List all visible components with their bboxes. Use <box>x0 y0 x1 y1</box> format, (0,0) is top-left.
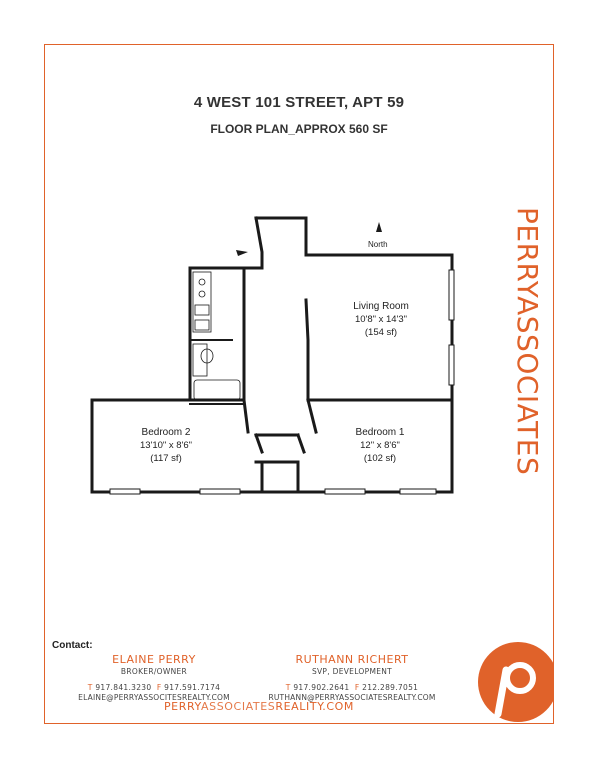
sink-icon <box>195 305 209 315</box>
window <box>449 270 454 320</box>
room-name: Bedroom 2 <box>141 427 191 438</box>
north-label: North <box>368 240 388 249</box>
window <box>325 489 365 494</box>
contact-phones <box>44 683 264 692</box>
phone-label: T <box>87 683 93 692</box>
kitchen-counter <box>193 272 211 332</box>
website-part: PERRY <box>163 700 201 713</box>
fax-number: 212.289.7051 <box>362 683 419 692</box>
room-living <box>320 300 442 339</box>
entry-arrow-icon <box>236 250 248 256</box>
burner-icon <box>199 291 205 297</box>
vanity-icon <box>193 344 207 376</box>
email-link[interactable]: ELAINE@PERRYASSOCITESREALTY.COM <box>78 693 230 702</box>
room-area: (102 sf) <box>363 453 397 464</box>
wall-closets <box>256 435 304 490</box>
room-bedroom-1 <box>324 426 436 465</box>
website-link[interactable] <box>44 700 474 713</box>
website-part: ASSOCIATES <box>200 700 276 713</box>
contact-name: ELAINE PERRY <box>112 653 196 666</box>
room-dims: 13'10" x 8'6" <box>139 440 193 451</box>
window <box>400 489 436 494</box>
room-dims: 12" x 8'6" <box>360 440 400 451</box>
window <box>110 489 140 494</box>
floor-plan-subtitle: FLOOR PLAN_APPROX 560 SF <box>210 122 388 136</box>
contact-elaine <box>44 653 264 702</box>
bathtub-icon <box>194 380 240 400</box>
phone-label: T <box>285 683 291 692</box>
fax-number: 917.591.7174 <box>164 683 221 692</box>
listing-address: 4 WEST 101 STREET, APT 59 <box>193 94 405 111</box>
room-bedroom-2 <box>110 426 222 465</box>
contact-ruthann <box>242 653 462 702</box>
fax-label: F <box>354 683 360 692</box>
window <box>449 345 454 385</box>
contact-role: BROKER/OWNER <box>120 667 188 676</box>
room-name: Bedroom 1 <box>355 427 405 438</box>
email-link[interactable]: RUTHANN@PERRYASSOCIATESREALTY.COM <box>268 693 436 702</box>
website-part: REALITY.COM <box>275 700 355 713</box>
fax-label: F <box>156 683 162 692</box>
contact-role: SVP, DEVELOPMENT <box>311 667 393 676</box>
window <box>200 489 240 494</box>
contact-phones <box>242 683 462 692</box>
perry-p-logo-icon <box>468 630 554 724</box>
wall-entry-left <box>190 218 262 400</box>
brand-wordmark: PERRYASSOCIATES <box>511 207 544 476</box>
room-area: (154 sf) <box>364 327 398 338</box>
fridge-icon <box>195 320 209 330</box>
contact-name: RUTHANN RICHERT <box>295 653 409 666</box>
contact-heading: Contact: <box>52 640 93 651</box>
room-name: Living Room <box>353 301 409 312</box>
burner-icon <box>199 279 205 285</box>
room-area: (117 sf) <box>150 453 182 464</box>
vertical-brand-wordmark <box>508 205 552 635</box>
phone-link[interactable]: 917.841.3230 <box>95 683 152 692</box>
wall-kitchen <box>190 340 244 404</box>
phone-link[interactable]: 917.902.2641 <box>293 683 350 692</box>
wall-hall-right <box>308 400 316 432</box>
room-dims: 10'8" x 14'3" <box>354 314 408 325</box>
north-arrow-icon <box>376 222 382 232</box>
